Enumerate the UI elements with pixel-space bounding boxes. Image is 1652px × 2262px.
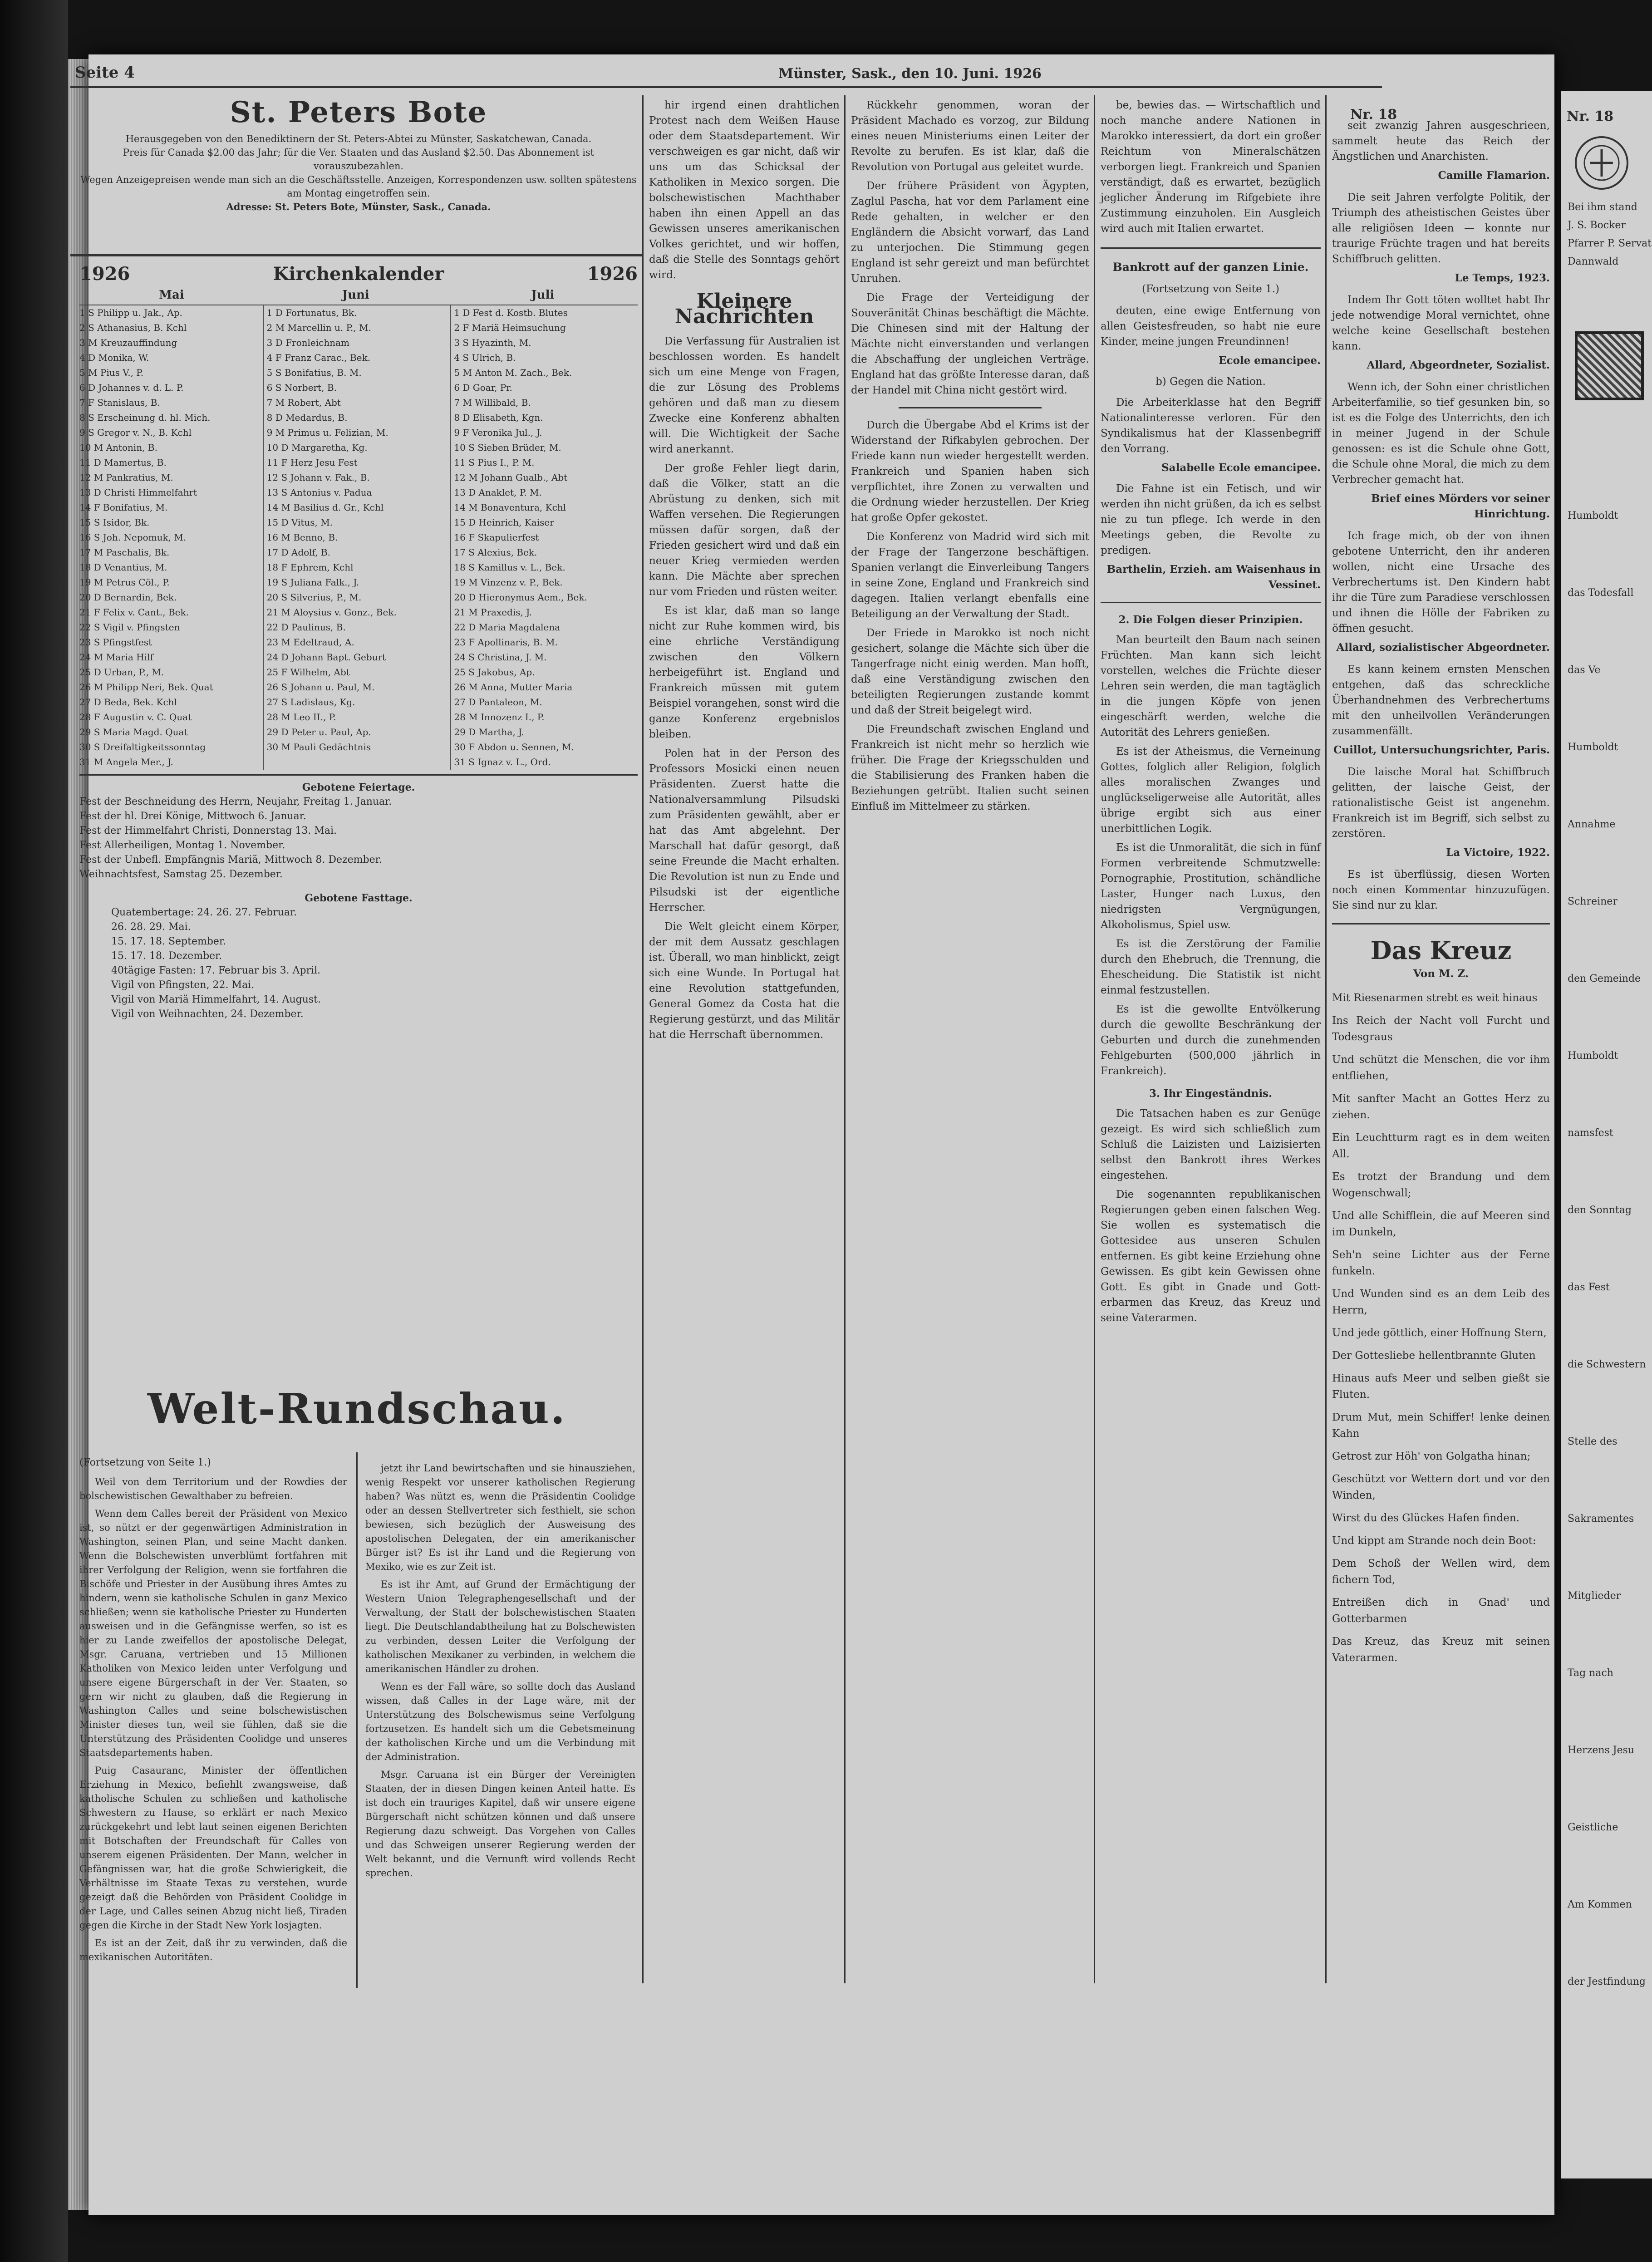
poem-line: Dem Schoß der Wellen wird, dem fichern Tod, bbox=[1332, 1558, 1550, 1586]
calendar-day: 1 S Philipp u. Jak., Ap. bbox=[79, 307, 182, 318]
calendar-rule bbox=[79, 774, 638, 776]
feast-item: Fest der hl. Drei Könige, Mittwoch 6. Januar. bbox=[79, 811, 306, 822]
calendar-day: 28 F Augustin v. C. Quat bbox=[79, 712, 192, 723]
poem-line: Wirst du des Glückes Hafen finden. bbox=[1332, 1512, 1519, 1524]
calendar-day: 23 M Edeltraud, A. bbox=[266, 637, 354, 648]
poem-author: Von M. Z. bbox=[1413, 968, 1469, 980]
calendar-day: 4 D Monika, W. bbox=[79, 352, 149, 363]
calendar-day: 10 S Sieben Brüder, M. bbox=[454, 442, 561, 453]
facing-page-line: Bei ihm stand bbox=[1568, 202, 1637, 213]
calendar-day: 20 D Bernardin, Bek. bbox=[79, 592, 177, 603]
masthead-notes: Wegen Anzeigepreisen wende man sich an die Geschäftsstelle. Anzeigen, Korrespondenzen usw. sollten spätestens am Montag eingetroffen sein. bbox=[80, 174, 637, 199]
poem-line: Mit Riesenarmen strebt es weit hinaus bbox=[1332, 992, 1538, 1004]
poem-line: Mit sanfter Macht an Gottes Herz zu ziehen. bbox=[1332, 1093, 1550, 1121]
facing-page-line: die Schwestern bbox=[1568, 1359, 1646, 1370]
article-paragraph: Rückkehr genommen, woran der Präsident Machado es vorzog, zur Bildung eines neuen Ministeriums einen Leiter der Revolte zu berufen. Es ist klar, daß die Revolution von Portugal aus geleitet wurde. bbox=[851, 99, 1089, 173]
section-c-source: Barthelin, Erzieh. am Waisenhaus in Vessinet. bbox=[1106, 563, 1321, 591]
calendar-day: 4 F Franz Carac., Bek. bbox=[266, 352, 371, 363]
calendar-day: 21 M Aloysius v. Gonz., Bek. bbox=[266, 607, 397, 618]
calendar-day: 10 D Margaretha, Kg. bbox=[266, 442, 368, 453]
feast-item: Fest der Himmelfahrt Christi, Donnerstag 13. Mai. bbox=[79, 825, 337, 836]
calendar-day: 26 M Anna, Mutter Maria bbox=[454, 682, 573, 693]
facing-page-line: Geistliche bbox=[1568, 1822, 1618, 1833]
calendar-day: 26 S Johann u. Paul, M. bbox=[266, 682, 375, 693]
calendar-day: 25 F Wilhelm, Abt bbox=[266, 667, 350, 678]
calendar-day: 3 D Fronleichnam bbox=[266, 337, 349, 348]
poem-title: Das Kreuz bbox=[1370, 936, 1512, 965]
calendar-day: 27 D Beda, Bek. Kchl bbox=[79, 697, 177, 708]
section-b-source: Salabelle Ecole emancipee. bbox=[1161, 462, 1321, 474]
section-rule bbox=[899, 407, 1042, 408]
welt-continuation: (Fortsetzung von Seite 1.) bbox=[79, 1457, 211, 1468]
fast-list bbox=[79, 905, 638, 1022]
quote-text: Die seit Jahren verfolgte Politik, der Triumph des atheistischen Geistes über alle religiösen Ideen — konnte nur traurige Früchte tragen und hat bereits Schiffbruch gelitten. bbox=[1332, 192, 1550, 265]
calendar-day: 2 S Athanasius, B. Kchl bbox=[79, 322, 187, 333]
fast-item: Vigil von Mariä Himmelfahrt, 14. August. bbox=[111, 994, 321, 1005]
feast-list bbox=[79, 795, 638, 882]
poem-line: Ins Reich der Nacht voll Furcht und Todesgraus bbox=[1332, 1015, 1550, 1043]
masthead-rule bbox=[70, 254, 642, 256]
calendar-day: 9 S Gregor v. N., B. Kchl bbox=[79, 427, 192, 438]
facing-page-line: J. S. Bocker bbox=[1568, 220, 1626, 231]
calendar-list-may bbox=[79, 305, 264, 770]
calendar-day: 17 S Alexius, Bek. bbox=[454, 547, 537, 558]
calendar-day: 16 S Joh. Nepomuk, M. bbox=[79, 532, 187, 543]
masthead-address: Adresse: St. Peters Bote, Münster, Sask., Canada. bbox=[226, 201, 491, 212]
calendar-day: 20 S Silverius, P., M. bbox=[266, 592, 362, 603]
col3-intro: hir irgend einen drahtlichen Protest nach dem Weißen Hause oder dem Staatsdepartement. Wir verschweigen es gar nicht, daß wir uns um das Schicksal der Katholiken in Mexico sorgen. Die bolschewistischen Machthaber haben ihn einen Appell an das Gewissen unseres amerikanischen Volkes gerichtet, und wir hoffen, daß die Stelle des Sonntags gehört wird. bbox=[649, 99, 840, 281]
calendar-day: 12 M Johann Gualb., Abt bbox=[454, 472, 568, 483]
poem-line: Und kippt am Strande noch dein Boot: bbox=[1332, 1535, 1536, 1547]
calendar-day: 22 D Maria Magdalena bbox=[454, 622, 560, 633]
section-b-title: b) Gegen die Nation. bbox=[1155, 376, 1266, 388]
facing-page-line: Am Kommen bbox=[1568, 1899, 1632, 1910]
column-6 bbox=[1332, 118, 1550, 1672]
calendar-day: 23 F Apollinaris, B. M. bbox=[454, 637, 558, 648]
poem-line: Geschützt vor Wettern dort und vor den Winden, bbox=[1332, 1473, 1550, 1501]
calendar-day: 5 M Pius V., P. bbox=[79, 367, 144, 378]
issue-number: Nr. 18 bbox=[1350, 107, 1397, 123]
quote-1: deuten, eine ewige Entfernung von allen Geistesfreuden, so habt nie eure Kinder, meine jungen Freundinnen! bbox=[1101, 305, 1321, 348]
kleinere-nachrichten-title: Kleinere Nachrichten bbox=[674, 290, 814, 328]
calendar-day: 23 S Pfingstfest bbox=[79, 637, 152, 648]
calendar-day: 14 M Bonaventura, Kchl bbox=[454, 502, 566, 513]
calendar-day: 13 D Anaklet, P. M. bbox=[454, 487, 542, 498]
calendar-day: 12 S Johann v. Fak., B. bbox=[266, 472, 370, 483]
calendar-day: 3 M Kreuzauffindung bbox=[79, 337, 177, 348]
calendar-day: 11 D Mamertus, B. bbox=[79, 457, 167, 468]
column-4 bbox=[851, 98, 1089, 818]
column-rule bbox=[844, 95, 846, 1983]
facing-page-line: Dannwald bbox=[1568, 256, 1619, 267]
fast-item: Quatembertage: 24. 26. 27. Februar. bbox=[111, 907, 297, 918]
article-paragraph: Die Verfassung für Australien ist beschlossen worden. Es handelt sich um eine Menge von Fragen, die zur Lösung des Problems gehören und daß man zu diesem Zwecke eine Konferenz abhalten will. Die Wichtigkeit der Sache wird anerkannt. bbox=[649, 335, 840, 455]
calendar-day: 22 S Vigil v. Pfingsten bbox=[79, 622, 180, 633]
calendar-day: 2 F Mariä Heimsuchung bbox=[454, 322, 566, 333]
fast-item: Vigil von Pfingsten, 22. Mai. bbox=[111, 979, 255, 991]
calendar-day: 28 M Innozenz I., P. bbox=[454, 712, 545, 723]
quote-source: Allard, Abgeordneter, Sozialist. bbox=[1367, 359, 1550, 371]
facing-page-line: Pfarrer P. Servat bbox=[1568, 238, 1652, 249]
article-paragraph: Der Friede in Marokko ist noch nicht gesichert, solange die Mächte sich über die Tangerfrage nicht einig werden. Man hofft, daß eine Verständigung zwischen den beteiligten Regierungen zustande kommt und daß der Streit beigelegt wird. bbox=[851, 627, 1089, 716]
article-paragraph: Der große Fehler liegt darin, daß die Völker, statt an die Abrüstung zu denken, sich mit Waffen versehen. Die Regierungen müssen dafür sorgen, daß der Frieden gesichert wird und daß ein neuer Krieg vermieden werden kann. Die Mächte aber sprechen nur vom Frieden und rüsten weiter. bbox=[649, 462, 840, 598]
calendar-title: Kirchenkalender bbox=[273, 263, 444, 285]
book-spine bbox=[0, 0, 68, 2262]
calendar-day: 10 M Antonin, B. bbox=[79, 442, 157, 453]
fast-item: 40tägige Fasten: 17. Februar bis 3. April. bbox=[111, 965, 321, 976]
article-paragraph: Die Frage der Verteidigung der Souveränität Chinas beschäftigt die Mächte. Die Chinesen sind mit der Haltung der Mächte nicht einverstanden und verlangen die Abschaffung der ungleichen Verträge. England hat das größte Interesse daran, daß der Handel mit China nicht gestört wird. bbox=[851, 292, 1089, 396]
calendar-year-left: 1926 bbox=[79, 263, 130, 285]
page-label: Seite 4 bbox=[75, 64, 135, 82]
facing-page-line: Humboldt bbox=[1568, 510, 1618, 521]
article-paragraph: Durch die Übergabe Abd el Krims ist der Widerstand der Rifkabylen gebrochen. Der Friede kann nun wieder hergestellt werden. Frankreich und Spanien haben sich verpflichtet, ihre Zonen zu verwalten und die Ordnung wieder herzustellen. Der Krieg hat große Opfer gekostet. bbox=[851, 419, 1089, 524]
facing-page-line: Stelle des bbox=[1568, 1436, 1618, 1447]
article-paragraph: Die Welt gleicht einem Körper, der mit dem Aussatz geschlagen ist. Überall, wo man hinblickt, zeigt sich eine Wunde. In Portugal hat eine Revolution stattgefunden, General Gomez da Costa hat die Regierung gestürzt, und das Militär hat die Herrschaft übernommen. bbox=[649, 921, 840, 1041]
facing-page-line: der Jestfindung bbox=[1568, 1976, 1646, 1987]
calendar-day: 13 D Christi Himmelfahrt bbox=[79, 487, 197, 498]
article-paragraph: Die sogenannten republikanischen Regierungen geben einen falschen Weg. Sie wollen es systematisch die Gottesidee aus unseren Schulen entfernen. Es gibt keine Erziehung ohne Gewissen. Es gibt kein Gewissen ohne Gott. Es gibt in Gnade und Gott-erbarmen das Kreuz, das Kreuz und seine Vaterarmen. bbox=[1101, 1189, 1321, 1324]
calendar-day: 15 D Vitus, M. bbox=[266, 517, 333, 528]
column-5 bbox=[1101, 98, 1321, 1329]
quote-text: Die laische Moral hat Schiffbruch gelitten, der laische Geist, der rationalistische Geist ist angenehm. Frankreich ist im Begriff, sich selbst zu zerstören. bbox=[1332, 766, 1550, 840]
facing-page-line: Sakramentes bbox=[1568, 1513, 1634, 1524]
calendar-list-july bbox=[451, 305, 638, 770]
calendar-day: 5 M Anton M. Zach., Bek. bbox=[454, 367, 572, 378]
facing-page-line: Humboldt bbox=[1568, 742, 1618, 753]
fast-item: Vigil von Weihnachten, 24. Dezember. bbox=[111, 1008, 304, 1020]
section-rule bbox=[1332, 923, 1550, 924]
calendar-day: 1 D Fest d. Kostb. Blutes bbox=[454, 307, 568, 318]
col4-intro bbox=[851, 98, 1089, 398]
fast-item: 15. 17. 18. September. bbox=[111, 936, 226, 947]
calendar-day: 18 S Kamillus v. L., Bek. bbox=[454, 562, 565, 573]
calendar-day: 9 M Primus u. Felizian, M. bbox=[266, 427, 388, 438]
quote-source: Cuillot, Untersuchungsrichter, Paris. bbox=[1333, 744, 1550, 756]
quote-source: Allard, sozialistischer Abgeordneter. bbox=[1336, 641, 1550, 654]
poem-line: Und jede göttlich, einer Hoffnung Stern, bbox=[1332, 1327, 1547, 1339]
calendar-day: 6 D Johannes v. d. L. P. bbox=[79, 382, 184, 393]
calendar-month-june: Juni bbox=[342, 288, 369, 302]
masthead-price: Preis für Canada $2.00 das Jahr; für die Ver. Staaten und das Ausland $2.50. Das Abonnement ist vorauszubezahlen. bbox=[123, 147, 595, 172]
quote-text: Wenn ich, der Sohn einer christlichen Arbeiterfamilie, so tief gesunken bin, so ist es die Folge des Unterrichts, den ich in meiner Jugend in der Schule genossen: es ist die Schule ohne Gott, die Schule ohne Moral, die mich zu dem Verbrecher gemacht hat. bbox=[1332, 381, 1550, 486]
calendar-day: 7 M Robert, Abt bbox=[266, 397, 341, 408]
article-paragraph: Die Konferenz von Madrid wird sich mit der Frage der Tangerzone beschäftigen. Spanien verlangt die Einverleibung Tangers in seine Zone, England und Frankreich sind dagegen. Italien verlangt ebenfalls eine Beteiligung an der Verwaltung der Stadt. bbox=[851, 531, 1089, 620]
feast-title: Gebotene Feiertage. bbox=[302, 782, 415, 793]
poem-line: Und schützt die Menschen, die vor ihm entfliehen, bbox=[1332, 1054, 1550, 1082]
calendar-day: 25 D Urban, P., M. bbox=[79, 667, 164, 678]
col3-paragraphs bbox=[649, 334, 840, 1042]
calendar-day: 24 S Christina, J. M. bbox=[454, 652, 547, 663]
masthead bbox=[79, 95, 638, 214]
masthead-title: St. Peters Bote bbox=[230, 95, 487, 129]
calendar-day: 22 D Paulinus, B. bbox=[266, 622, 346, 633]
calendar-day: 12 M Pankratius, M. bbox=[79, 472, 173, 483]
facing-page-line: das Todesfall bbox=[1568, 587, 1634, 599]
feast-item: Fest der Unbefl. Empfängnis Mariä, Mittwoch 8. Dezember. bbox=[79, 854, 382, 865]
column-rule bbox=[1094, 95, 1095, 1983]
article-paragraph: Wenn es der Fall wäre, so sollte doch das Ausland wissen, daß Calles in der Lage wäre, mit der Unterstützung des Bolschewismus seine Verfolgung fortzusetzen. Es handelt sich um die Gebetsmeinung der katholischen Kirche und um die Verbindung mit der Administration. bbox=[365, 1681, 635, 1762]
article-paragraph: Es ist klar, daß man so lange nicht zur Ruhe kommen wird, bis eine ehrliche Verständigung zwischen den Völkern herbeigeführt ist. England und Frankreich müssen mit gutem Beispiel vorangehen, sonst wird die ganze Konferenz ergebnislos bleiben. bbox=[649, 605, 840, 740]
calendar-list-june bbox=[264, 305, 452, 770]
quote-source: Le Temps, 1923. bbox=[1455, 272, 1550, 284]
article-paragraph: Der frühere Präsident von Ägypten, Zaglul Pascha, hat vor dem Parlament eine Rede gehalten, in welcher er den Engländern die Absicht vorwarf, das Land zu unterjochen. Die Stimmung gegen England ist sehr gereizt und man befürchtet Unruhen. bbox=[851, 180, 1089, 285]
calendar-day: 19 M Petrus Cöl., P. bbox=[79, 577, 170, 588]
article-paragraph: Es ist an der Zeit, daß ihr zu verwinden, daß die mexikanischen Autoritäten. bbox=[79, 1937, 347, 1962]
article-paragraph: Man beurteilt den Baum nach seinen Früchten. Man kann sich leicht vorstellen, welches die Früchte dieser Lehren sein werden, die man tagtäglich in die jungen Köpfe von jenen eingeschärft werden, welche die Autorität des Lehrers genießen. bbox=[1101, 634, 1321, 738]
article-paragraph: jetzt ihr Land bewirtschaften und sie hinausziehen, wenig Respekt vor unserer katholischen Regierung haben? Was nützt es, wenn die Präsidentin Coolidge oder an dessen Stellvertreter sich festhielt, sie schon bewiesen, sich bezüglich der Ausweisung des apostolischen Delegaten, der ein amerikanischer Bürger ist? Es ist ihr Land und die Regierung von Mexiko, wie es zur Zeit ist. bbox=[365, 1463, 635, 1572]
col5-intro: be, bewies das. — Wirtschaftlich und noch manche andere Nationen in Marokko interessiert, da dort ein großer Reichtum von Mineralschätzen verborgen liegt. Frankreich und Spanien verständigt, daß es erwartet, bezüglich jeglicher Änderung im Rifgebiete ihre Zustimmung einzuholen. Ein Ausgleich wird auch mit Italien erwartet. bbox=[1101, 99, 1321, 235]
section-3-paragraphs bbox=[1101, 1106, 1321, 1326]
calendar-day: 11 S Pius I., P. M. bbox=[454, 457, 535, 468]
dateline: Münster, Sask., den 10. Juni. 1926 bbox=[778, 66, 1042, 82]
feast-item: Weihnachtsfest, Samstag 25. Dezember. bbox=[79, 869, 283, 880]
bankrott-continuation: (Fortsetzung von Seite 1.) bbox=[1142, 283, 1279, 295]
poem-line: Und Wunden sind es an dem Leib des Herrn, bbox=[1332, 1288, 1550, 1316]
calendar-day: 31 M Angela Mer., J. bbox=[79, 757, 173, 767]
calendar-day: 16 F Skapulierfest bbox=[454, 532, 539, 543]
quote-text: Ich frage mich, ob der von ihnen gebotene Unterricht, den ihr anderen wollen, nicht eine Ursache des Verbrechertums ist. Den Kindern habt ihr die Türe zum Paradiese verschlossen und ihnen die Hölle der Fabriken zu öffnen gesucht. bbox=[1332, 530, 1550, 634]
article-paragraph: Puig Casauranc, Minister der öffentlichen Erziehung in Mexico, befiehlt zwangsweise, daß katholische Schulen zu schließen und katholische Schwestern zu Hause, so erklärt er nach Mexico zurückgekehrt und lebt laut seinen eigenen Berichten mit Botschaften der Freundschaft für Calles von unserem eigenen Präsidenten. Der Mann, welcher in Gefängnissen war, hat die große Schwierigkeit, die Verhältnisse im Staate Texas zu verstehen, wurde gezeigt daß die Behörden von Präsident Coolidge in der Lage, und Calles seinen Abzug nicht ließ, Tiraden gegen die Kirche in der Stadt New York losjagten. bbox=[79, 1765, 347, 1931]
column-rule bbox=[1325, 95, 1327, 1983]
section-rule bbox=[1101, 602, 1321, 603]
abbey-seal bbox=[1575, 136, 1628, 190]
calendar-day: 4 S Ulrich, B. bbox=[454, 352, 516, 363]
calendar-day: 30 F Abdon u. Sennen, M. bbox=[454, 742, 574, 752]
poem-line: Der Gottesliebe hellentbrannte Gluten bbox=[1332, 1350, 1536, 1362]
calendar-day: 9 F Veronika Jul., J. bbox=[454, 427, 542, 438]
calendar-day: 19 M Vinzenz v. P., Bek. bbox=[454, 577, 563, 588]
calendar-day: 29 D Peter u. Paul, Ap. bbox=[266, 727, 371, 738]
calendar-day: 28 M Leo II., P. bbox=[266, 712, 336, 723]
article-paragraph: Es ist die Zerstörung der Familie durch den Ehebruch, die Trennung, die Ehescheidung. Die Statistik ist nicht einmal festzustellen. bbox=[1101, 938, 1321, 996]
calendar-day: 18 F Ephrem, Kchl bbox=[266, 562, 354, 573]
calendar-day: 6 D Goar, Pr. bbox=[454, 382, 513, 393]
article-paragraph: Es ist die Unmoralität, die sich in fünf Formen verbreitende Schmutzwelle: Pornographie, Prostitution, schändliche Laster, Hunger nach Luxus, den niedrigsten Vergnügungen, Alkoholismus, Spiel usw. bbox=[1101, 842, 1321, 931]
section-rule bbox=[1101, 247, 1321, 249]
masthead-publisher: Herausgegeben von den Benediktinern der St. Peters-Abtei zu Münster, Saskatchewan, Canada. bbox=[125, 133, 592, 144]
quote-text: Es ist überflüssig, diesen Worten noch einen Kommentar hinzuzufügen. Sie sind nur zu klar. bbox=[1332, 869, 1550, 911]
poem-line: Und alle Schifflein, die auf Meeren sind im Dunkeln, bbox=[1332, 1210, 1550, 1238]
facing-page-line: das Fest bbox=[1568, 1282, 1610, 1293]
calendar-day: 24 M Maria Hilf bbox=[79, 652, 153, 663]
calendar-day: 19 S Juliana Falk., J. bbox=[266, 577, 359, 588]
article-paragraph: Msgr. Caruana ist ein Bürger der Vereinigten Staaten, der in diesen Dingen keinen Anteil hatte. Es ist doch ein trauriges Kapitel, daß wir unsere eigene Bürgerschaft nicht schützen können und daß unsere Regierung dazu schweigt. Das Vorgehen von Calles und das Schweigen unserer Regierung werden der Welt bekannt, und die Vernunft wird vollends Recht sprechen. bbox=[365, 1769, 635, 1878]
poem-line: Seh'n seine Lichter aus der Ferne funkeln. bbox=[1332, 1249, 1550, 1277]
welt-column-2 bbox=[365, 1461, 635, 1884]
quote-source: Brief eines Mörders vor seiner Hinrichtung. bbox=[1371, 492, 1550, 520]
col4-paragraphs bbox=[851, 418, 1089, 814]
calendar-day: 26 M Philipp Neri, Bek. Quat bbox=[79, 682, 213, 693]
calendar-day: 3 S Hyazinth, M. bbox=[454, 337, 531, 348]
facing-page-line: Humboldt bbox=[1568, 1050, 1618, 1062]
poem-line: Getrost zur Höh' von Golgatha hinan; bbox=[1332, 1451, 1531, 1462]
poem-body bbox=[1332, 990, 1550, 1666]
church-calendar bbox=[79, 263, 638, 1022]
quote-source: La Victoire, 1922. bbox=[1446, 846, 1550, 859]
facing-page-line: den Gemeinde bbox=[1568, 973, 1641, 984]
calendar-day: 13 S Antonius v. Padua bbox=[266, 487, 372, 498]
col6-intro: seit zwanzig Jahren ausgeschrieen, sammelt heute das Reich der Ängstlichen und Anarchisten. bbox=[1332, 120, 1550, 162]
calendar-day: 8 D Medardus, B. bbox=[266, 412, 348, 423]
quote-text: Es kann keinem ernsten Menschen entgehen, daß das schreckliche Überhandnehmen des Verbrechertums mit den unheilvollen Veränderungen zusammenfällt. bbox=[1332, 664, 1550, 737]
column-rule bbox=[356, 1452, 358, 1988]
welt-column-1 bbox=[79, 1475, 347, 1968]
calendar-day: 14 F Bonifatius, M. bbox=[79, 502, 168, 513]
fast-item: 26. 28. 29. Mai. bbox=[111, 921, 191, 933]
feast-item: Fest der Beschneidung des Herrn, Neujahr, Freitag 1. Januar. bbox=[79, 796, 392, 807]
quote-1-source: Ecole emancipee. bbox=[1219, 354, 1321, 367]
calendar-day: 6 S Norbert, B. bbox=[266, 382, 337, 393]
col6-quotes bbox=[1332, 190, 1550, 913]
poem-line: Ein Leuchtturm ragt es in dem weiten All. bbox=[1332, 1132, 1550, 1160]
feast-item: Fest Allerheiligen, Montag 1. November. bbox=[79, 840, 285, 851]
calendar-day: 14 M Basilius d. Gr., Kchl bbox=[266, 502, 384, 513]
header-rule bbox=[70, 86, 1382, 88]
article-paragraph: Polen hat in der Person des Professors Mosicki einen neuen Präsidenten. Zuerst hatte die Nationalversammlung Pilsudski zum Präsidenten gewählt, aber er hat das Amt abgelehnt. Der Marschall hat dafür gesorgt, daß seine Freunde die Macht erhalten. Die Revolution ist nun zu Ende und Pilsudski ist der eigentliche Herrscher. bbox=[649, 747, 840, 914]
fast-item: 15. 17. 18. Dezember. bbox=[111, 950, 222, 962]
section-2-title: 2. Die Folgen dieser Prinzipien. bbox=[1118, 614, 1303, 626]
calendar-day: 8 S Erscheinung d. hl. Mich. bbox=[79, 412, 211, 423]
calendar-day: 27 S Ladislaus, Kg. bbox=[266, 697, 355, 708]
poem-line: Entreißen dich in Gnad' und Gotterbarmen bbox=[1332, 1597, 1550, 1625]
calendar-day: 1 D Fortunatus, Bk. bbox=[266, 307, 357, 318]
calendar-day: 21 M Praxedis, J. bbox=[454, 607, 532, 618]
calendar-day: 27 D Pantaleon, M. bbox=[454, 697, 542, 708]
article-paragraph: Es ist die gewollte Entvölkerung durch die gewollte Beschränkung der Geburten und durch die zunehmenden Fehlgeburten (500,000 jährlich in Frankreich). bbox=[1101, 1003, 1321, 1077]
calendar-day: 16 M Benno, B. bbox=[266, 532, 338, 543]
fast-title: Gebotene Fasttage. bbox=[305, 892, 413, 904]
calendar-day: 29 S Maria Magd. Quat bbox=[79, 727, 188, 738]
section-b-quote: Die Arbeiterklasse hat den Begriff Nationalinteresse verloren. Für den Syndikalismus hat der Klassenbegriff den Vorrang. bbox=[1101, 397, 1321, 455]
calendar-day: 25 S Jakobus, Ap. bbox=[454, 667, 535, 678]
poem-line: Das Kreuz, das Kreuz mit seinen Vaterarmen. bbox=[1332, 1636, 1550, 1664]
calendar-day: 5 S Bonifatius, B. M. bbox=[266, 367, 362, 378]
column-3 bbox=[649, 98, 840, 1046]
calendar-day: 15 S Isidor, Bk. bbox=[79, 517, 150, 528]
calendar-day: 30 M Pauli Gedächtnis bbox=[266, 742, 371, 752]
poem-line: Es trotzt der Brandung und dem Wogenschwall; bbox=[1332, 1171, 1550, 1199]
poem-line: Hinaus aufs Meer und selben gießt sie Fluten. bbox=[1332, 1372, 1550, 1401]
calendar-month-july: Juli bbox=[531, 288, 555, 302]
calendar-day: 18 D Venantius, M. bbox=[79, 562, 167, 573]
calendar-day: 24 D Johann Bapt. Geburt bbox=[266, 652, 386, 663]
facing-issue: Nr. 18 bbox=[1567, 108, 1614, 124]
bankrott-title: Bankrott auf der ganzen Linie. bbox=[1112, 261, 1309, 274]
calendar-day: 30 S Dreifaltigkeitssonntag bbox=[79, 742, 206, 752]
calendar-day: 20 D Hieronymus Aem., Bek. bbox=[454, 592, 587, 603]
facing-page-line: Mitglieder bbox=[1568, 1590, 1621, 1602]
facing-page-line: den Sonntag bbox=[1568, 1205, 1632, 1216]
quote-text: Indem Ihr Gott töten wolltet habt Ihr jede notwendige Moral vernichtet, ohne welche keine Gesellschaft bestehen kann. bbox=[1332, 294, 1550, 352]
facing-page-line: Tag nach bbox=[1568, 1667, 1613, 1679]
calendar-day: 17 M Paschalis, Bk. bbox=[79, 547, 170, 558]
calendar-month-may: Mai bbox=[159, 288, 184, 302]
calendar-day: 7 F Stanislaus, B. bbox=[79, 397, 160, 408]
section-3-title: 3. Ihr Eingeständnis. bbox=[1149, 1087, 1273, 1100]
calendar-day: 11 F Herz Jesu Fest bbox=[266, 457, 358, 468]
newspaper-page bbox=[75, 54, 1554, 2215]
article-paragraph: Es ist ihr Amt, auf Grund der Ermächtigung der Western Union Telegraphengesellschaft und der Verwaltung, der Statt der bolschewistischen Staaten liegt. Die Deutschlandabtheilung hat zu Bolschewisten zu verbinden, dessen Leiter die Verfolgung der katholischen Mexikaner zu verbinden, in welchem die amerikanischen Händler zu drohen. bbox=[365, 1579, 635, 1674]
ornament-box bbox=[1575, 331, 1644, 400]
facing-page-line: namsfest bbox=[1568, 1127, 1613, 1139]
col6-intro-source: Camille Flamarion. bbox=[1438, 169, 1550, 182]
section-2-paragraphs bbox=[1101, 632, 1321, 1079]
calendar-year-right: 1926 bbox=[587, 263, 638, 285]
article-paragraph: Die Freundschaft zwischen England und Frankreich ist nicht mehr so herzlich wie früher. Die Frage der Kriegsschulden und die Stabilisierung des Franken haben die Beziehungen getrübt. Italien sucht seinen Einfluß im Mittelmeer zu stärken. bbox=[851, 723, 1089, 812]
calendar-day: 17 D Adolf, B. bbox=[266, 547, 331, 558]
facing-page bbox=[1561, 91, 1652, 2178]
facing-page-line: Herzens Jesu bbox=[1568, 1745, 1635, 1756]
article-paragraph: Es ist der Atheismus, die Verneinung Gottes, folglich aller Religion, folglich alles moralischen Zwanges und unglückseligerweise alle Autorität, alles übrige ergibt sich aus einer unerbittlichen Logik. bbox=[1101, 746, 1321, 835]
facing-page-line: Annahme bbox=[1568, 819, 1616, 830]
calendar-day: 29 D Martha, J. bbox=[454, 727, 524, 738]
welt-rundschau-title: Welt-Rundschau. bbox=[148, 1384, 566, 1433]
poem-line: Drum Mut, mein Schiffer! lenke deinen Kahn bbox=[1332, 1411, 1550, 1440]
section-c-quote: Die Fahne ist ein Fetisch, und wir werden ihn nicht grüßen, da ich es selbst nie zu tun pflege. Ich werde in den Meetings geben, die Revolte zu predigen. bbox=[1101, 483, 1321, 556]
article-paragraph: Weil von dem Territorium und der Rowdies der bolschewistischen Gewalthaber zu befreien. bbox=[79, 1476, 347, 1501]
article-paragraph: Wenn dem Calles bereit der Präsident von Mexico ist, so nützt er der gegenwärtigen Administration in Washington, seinen Plan, und seine Macht danken. Wenn die Bolschewisten unverblümt fortfahren mit ihrer Verfolgung der Religion, wenn sie fortfahren die Bischöfe und Priester in der Ausübung ihres Amtes zu hindern, wenn sie katholische Schulen in ganz Mexico schließen; wenn sie katholische Priester zu Hunderten ausweisen und in die Gefängnisse werfen, so ist es hier zu Lande zweifellos der apostolische Delegat, Msgr. Caruana, vertrieben und 15 Millionen Katholiken von Mexico leiden unter Verfolgung und unsere eigene Bürgerschaft in der Ver. Staaten, so gern wir nicht zu glauben, daß die Regierung in Washington Calles und seine bolschewistischen Minister dieses tun, weil sie fühlen, daß sie die Unterstützung des Präsidenten Coolidge und unseres Staatsdepartements haben. bbox=[79, 1508, 347, 1758]
calendar-day: 2 M Marcellin u. P., M. bbox=[266, 322, 371, 333]
facing-page-line: Schreiner bbox=[1568, 896, 1618, 907]
facing-page-line: das Ve bbox=[1568, 664, 1601, 676]
calendar-day: 8 D Elisabeth, Kgn. bbox=[454, 412, 543, 423]
calendar-day: 15 D Heinrich, Kaiser bbox=[454, 517, 554, 528]
column-rule bbox=[642, 95, 644, 1983]
article-paragraph: Die Tatsachen haben es zur Genüge gezeigt. Es wird sich schließlich zum Schluß die Laizisten und Laizisierten selbst den Bankrott ihres Werkes eingestehen. bbox=[1101, 1108, 1321, 1181]
calendar-day: 31 S Ignaz v. L., Ord. bbox=[454, 757, 551, 767]
calendar-day: 21 F Felix v. Cant., Bek. bbox=[79, 607, 189, 618]
calendar-day: 7 M Willibald, B. bbox=[454, 397, 531, 408]
